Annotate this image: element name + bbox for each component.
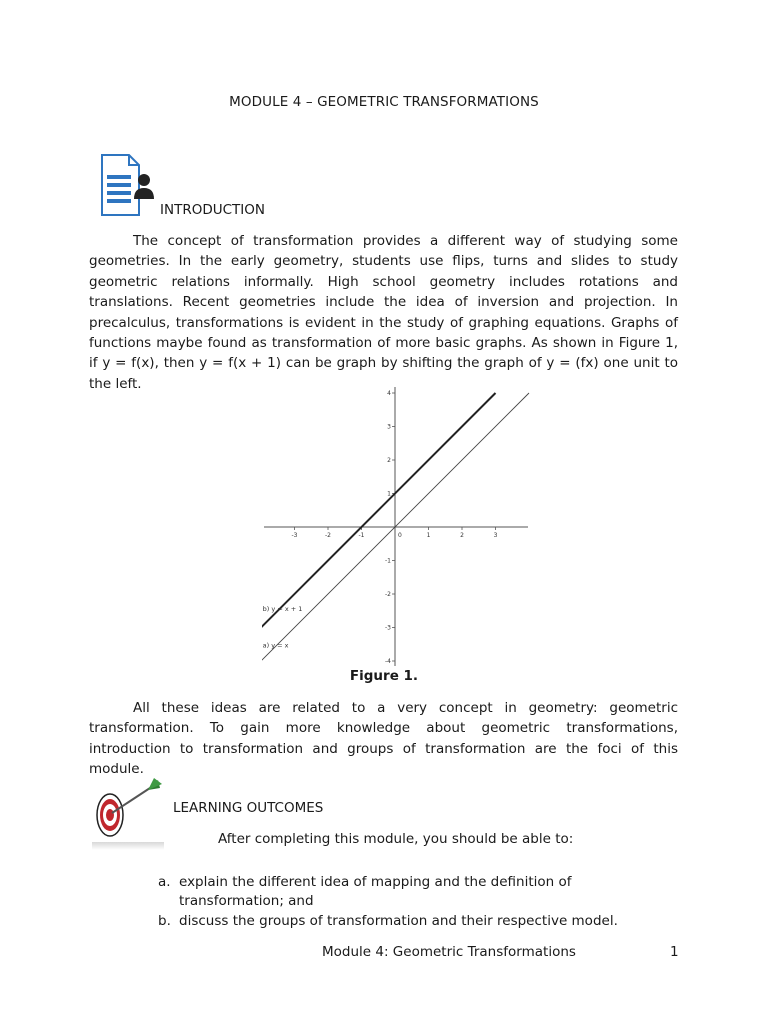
introduction-text: The concept of transformation provides a different way of studying some geometries. In the early geometry, students use flips, turns and slides to study geometric relations informally. High school geometry includes rotations and translations. Recent geometries include the idea of inversion and projection. In precalculus, transformations is evident in the study of graphing equations. Graphs of functions maybe found as transformation of more basic graphs. As shown in Figure 1, if y = f(x), then y = f(x + 1) can be graph by shifting the graph of y = (fx) one unit to the left. <box>89 233 678 392</box>
document-person-icon <box>99 153 155 219</box>
y-tick-label: 1 <box>387 490 391 498</box>
figure-1-chart <box>262 383 532 668</box>
introduction-paragraph <box>89 231 678 394</box>
list-item-text: discuss the groups of transformation and their respective model. <box>179 913 618 929</box>
footer-label: Module 4: Geometric Transformations <box>322 944 576 960</box>
list-item <box>158 873 678 911</box>
y-tick-label: 3 <box>387 423 391 431</box>
x-tick-label: 1 <box>426 532 431 539</box>
y-tick-label: 2 <box>387 457 391 464</box>
y-tick-label: 4 <box>387 390 391 397</box>
y-tick-label: -3 <box>385 624 391 632</box>
page-title: MODULE 4 – GEOMETRIC TRANSFORMATIONS <box>229 94 539 110</box>
list-marker: b. <box>158 913 171 929</box>
x-tick-label: -1 <box>358 532 365 539</box>
x-tick-label: -2 <box>325 532 331 539</box>
series-label: b) y = x + 1 <box>262 604 303 613</box>
y-tick-label: -4 <box>385 658 391 665</box>
learning-outcomes-list <box>158 873 678 932</box>
conclusion-paragraph <box>89 698 678 780</box>
y-tick-label: -1 <box>385 557 391 565</box>
conclusion-text: All these ideas are related to a very concept in geometry: geometric transformation. To gain more knowledge about geometric transformations, introduction to transformation and groups of transformation are the foci of this module. <box>89 700 678 778</box>
list-marker: a. <box>158 874 171 890</box>
x-tick-label: 3 <box>493 532 498 539</box>
series-label: a) y = x <box>262 641 289 650</box>
x-tick-label: 2 <box>460 532 464 539</box>
y-tick-label: -2 <box>385 591 391 598</box>
introduction-heading: INTRODUCTION <box>160 202 265 218</box>
learning-outcomes-heading: LEARNING OUTCOMES <box>173 800 324 816</box>
x-tick-label: 0 <box>398 532 402 539</box>
series-line <box>262 393 496 628</box>
list-item-text: explain the different idea of mapping and the definition of transformation; and <box>179 874 572 909</box>
page-number: 1 <box>670 944 679 960</box>
figure-caption: Figure 1. <box>349 668 419 684</box>
x-tick-label: -3 <box>291 532 298 539</box>
target-dart-icon <box>92 778 164 852</box>
list-item <box>158 912 678 931</box>
learning-outcomes-intro: After completing this module, you should be able to: <box>218 831 574 847</box>
